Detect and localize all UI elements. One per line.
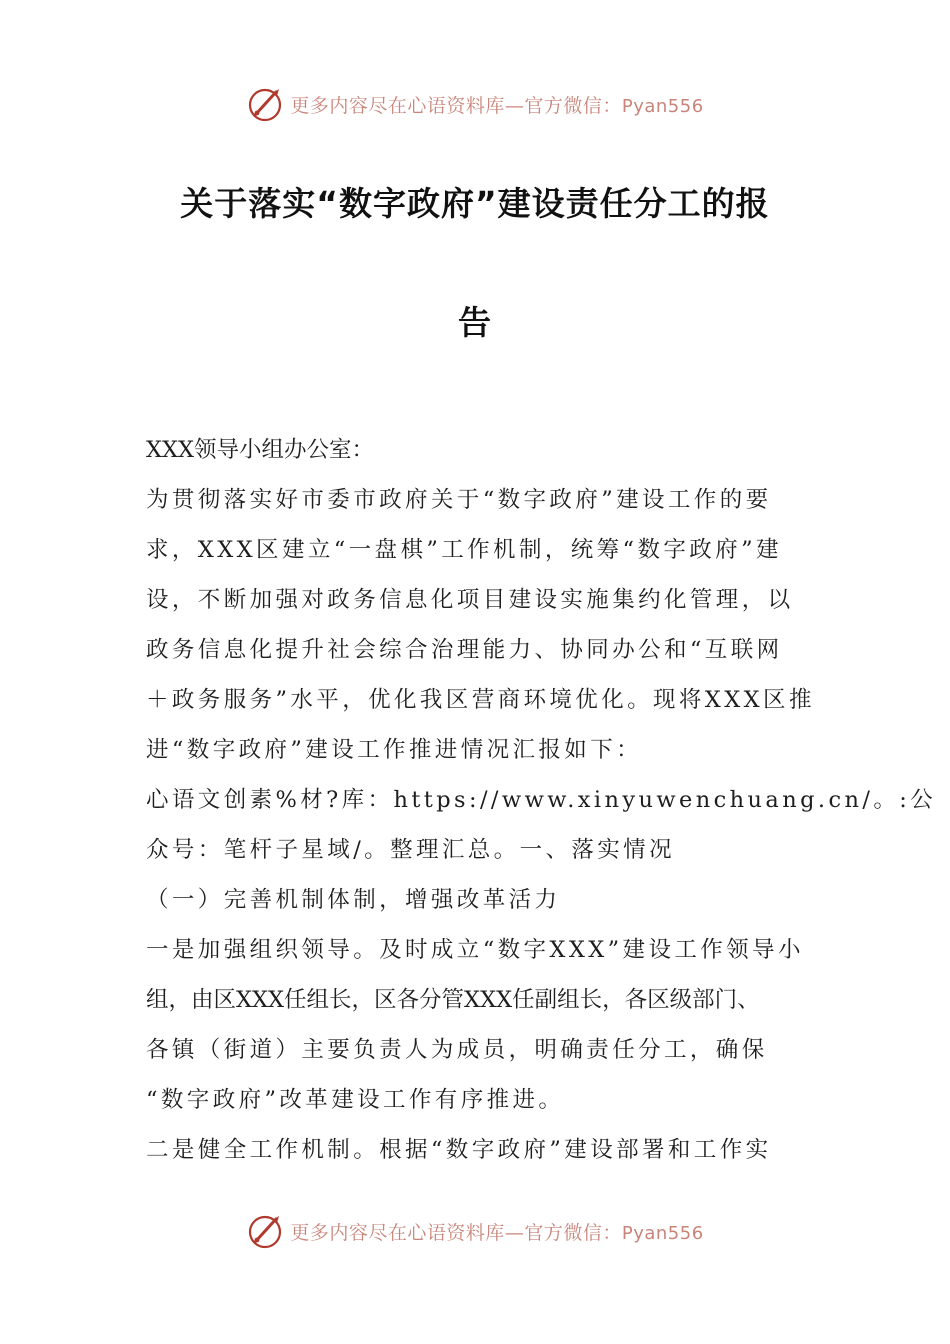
salutation-line: XXX领导小组办公室： bbox=[146, 437, 375, 463]
paragraph-line: 组，由区XXX任组长，区各分管XXX任副组长，各区级部门、 bbox=[146, 987, 760, 1013]
paragraph-line: 设，不断加强对政务信息化项目建设实施集约化管理，以 bbox=[146, 587, 794, 613]
paragraph-line: 求，XXX区建立“一盘棋”工作机制，统筹“数字政府”建 bbox=[146, 537, 782, 563]
paragraph-line: 进“数字政府”建设工作推进情况汇报如下： bbox=[146, 737, 643, 763]
header-watermark-banner bbox=[0, 80, 950, 128]
document-title-line-2: 告 bbox=[458, 303, 492, 342]
section-heading-line: 众号：笔杆子星域/。整理汇总。一、落实情况 bbox=[146, 837, 675, 863]
subsection-heading: （一）完善机制体制，增强改革活力 bbox=[146, 887, 561, 913]
paragraph-line: “数字政府”改革建设工作有序推进。 bbox=[146, 1087, 565, 1113]
footer-watermark-banner bbox=[0, 1207, 950, 1255]
paragraph-line: 为贯彻落实好市委市政府关于“数字政府”建设工作的要 bbox=[146, 487, 772, 513]
source-note-line: 心语文创素%材?库：https://www.xinyuwenchuang.cn/。:公 bbox=[146, 787, 937, 813]
watermark-handle: Pyan556 bbox=[621, 1222, 704, 1244]
paragraph-line: 一是加强组织领导。及时成立“数字XXX”建设工作领导小 bbox=[146, 937, 804, 963]
pen-circle-logo-icon bbox=[246, 1211, 286, 1251]
paragraph-line: 二是健全工作机制。根据“数字政府”建设部署和工作实 bbox=[146, 1137, 772, 1163]
pen-circle-logo-icon bbox=[246, 84, 286, 124]
document-title-line-1: 关于落实“数字政府”建设责任分工的报 bbox=[180, 184, 770, 223]
paragraph-line: 政务信息化提升社会综合治理能力、协同办公和“互联网 bbox=[146, 637, 783, 663]
paragraph-line: 各镇（街道）主要负责人为成员，明确责任分工，确保 bbox=[146, 1037, 768, 1063]
document-body bbox=[146, 430, 937, 1180]
watermark-text: 更多内容尽在心语资料库—官方微信：Pyan556 bbox=[290, 94, 704, 117]
watermark-text: 更多内容尽在心语资料库—官方微信：Pyan556 bbox=[290, 1221, 704, 1244]
watermark-handle: Pyan556 bbox=[621, 95, 704, 117]
paragraph-line: ＋政务服务”水平，优化我区营商环境优化。现将XXX区推 bbox=[146, 687, 815, 713]
